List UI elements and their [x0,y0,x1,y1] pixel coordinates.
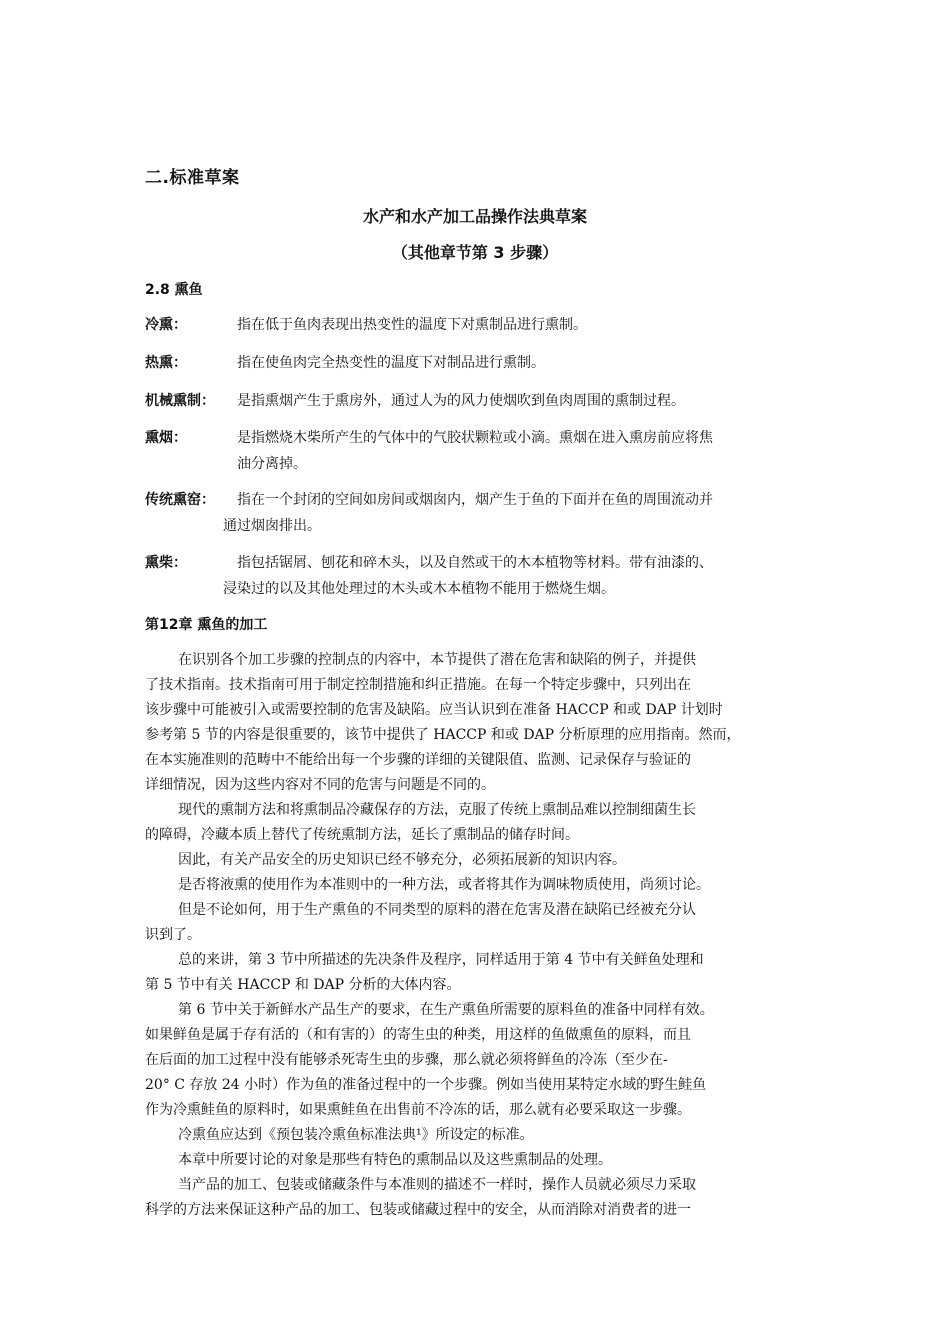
definition-mechanical-smoking [145,388,815,414]
body-line: 但是不论如何，用于生产熏鱼的不同类型的原料的潜在危害及潜在缺陷已经被充分认 [178,902,696,918]
definition-text: 指在使鱼肉完全热变性的温度下对制品进行熏制。 [237,355,545,371]
definition-text-continued: 油分离掉。 [237,456,307,472]
body-line: 科学的方法来保证这种产品的加工、包装或储藏过程中的安全，从而消除对消费者的进一 [145,1202,691,1218]
body-line: 该步骤中可能被引入或需要控制的危害及缺陷。应当认识到在准备 HACCP 和或 DAP 计划时 [145,702,723,718]
body-line: 本章中所要讨论的对象是那些有特色的熏制品以及这些熏制品的处理。 [178,1152,612,1168]
document-subtitle: （其他章节第 3 步骤） [391,243,559,262]
body-line: 作为冷熏鲑鱼的原料时，如果熏鲑鱼在出售前不冷冻的话，那么就有必要采取这一步骤。 [145,1102,691,1118]
definition-text: 是指熏烟产生于熏房外，通过人为的风力使烟吹到鱼肉周围的熏制过程。 [237,393,685,409]
document-title: 水产和水产加工品操作法典草案 [362,207,587,226]
definition-traditional-kiln [145,487,815,539]
body-line: 第 5 节中有关 HACCP 和 DAP 分析的大体内容。 [145,977,461,993]
body-line: 总的来讲，第 3 节中所描述的先决条件及程序，同样适用于第 4 节中有关鲜鱼处理和 [178,952,704,968]
body-line: 现代的熏制方法和将熏制品冷藏保存的方法，克服了传统上熏制品难以控制细菌生长 [178,802,696,818]
definition-term: 传统熏窑： [145,492,215,508]
definition-text: 指包括锯屑、刨花和碎木头，以及自然或干的木本植物等材料。带有油漆的、 [237,555,713,571]
body-line: 的障碍，冷藏本质上替代了传统熏制方法，延长了熏制品的储存时间。 [145,827,579,843]
body-line: 冷熏鱼应达到《预包装冷熏鱼标准法典¹》所设定的标准。 [178,1127,534,1143]
definition-text: 指在一个封闭的空间如房间或烟囱内，烟产生于鱼的下面并在鱼的周围流动并 [237,492,713,508]
body-line: 第 6 节中关于新鲜水产品生产的要求，在生产熏鱼所需要的原料鱼的准备中同样有效。 [178,1002,714,1018]
subsection-heading: 2.8 熏鱼 [145,282,203,298]
body-line: 在后面的加工过程中没有能够杀死寄生虫的步骤，那么就必须将鲜鱼的冷冻（至少在- [145,1052,668,1068]
body-line: 了技术指南。技术指南可用于制定控制措施和纠正措施。在每一个特定步骤中，只列出在 [145,677,691,693]
definition-term: 机械熏制： [145,393,215,409]
body-line: 详细情况，因为这些内容对不同的危害与问题是不同的。 [145,777,495,793]
body-line: 在本实施准则的范畴中不能给出每一个步骤的详细的关键限值、监测、记录保存与验证的 [145,752,691,768]
chapter-heading: 第12章 熏鱼的加工 [145,617,268,633]
definition-text: 指在低于鱼肉表现出热变性的温度下对熏制品进行熏制。 [237,317,587,333]
definition-term: 熏烟： [145,430,187,446]
definition-text: 是指燃烧木柴所产生的气体中的气胶状颗粒或小滴。熏烟在进入熏房前应将焦 [237,430,713,446]
section-heading: 二.标准草案 [145,168,240,188]
definition-term: 热熏： [145,355,187,371]
definition-term: 熏柴： [145,555,187,571]
body-line: 如果鲜鱼是属于存有活的（和有害的）的寄生虫的种类，用这样的鱼做熏鱼的原料，而且 [145,1027,691,1043]
body-line: 20° C 存放 24 小时）作为鱼的准备过程中的一个步骤。例如当使用某特定水域的野生鲑鱼 [145,1077,707,1093]
definition-smoke [145,425,815,477]
definition-cold-smoking [145,312,815,338]
body-line: 因此，有关产品安全的历史知识已经不够充分，必须拓展新的知识内容。 [178,852,626,868]
definition-smoking-wood [145,550,815,602]
body-line: 参考第 5 节的内容是很重要的，该节中提供了 HACCP 和或 DAP 分析原理的应用指南。然而， [145,727,741,743]
body-line: 识到了。 [145,927,201,943]
definition-text-continued: 通过烟囱排出。 [223,518,321,534]
body-line: 是否将液熏的使用作为本准则中的一种方法，或者将其作为调味物质使用，尚须讨论。 [178,877,710,893]
definition-term: 冷熏： [145,317,187,333]
definition-hot-smoking [145,350,815,376]
body-line: 在识别各个加工步骤的控制点的内容中，本节提供了潜在危害和缺陷的例子，并提供 [178,652,696,668]
definition-text-continued: 浸染过的以及其他处理过的木头或木本植物不能用于燃烧生烟。 [223,581,615,597]
body-line: 当产品的加工、包装或储藏条件与本准则的描述不一样时，操作人员就必须尽力采取 [178,1177,696,1193]
